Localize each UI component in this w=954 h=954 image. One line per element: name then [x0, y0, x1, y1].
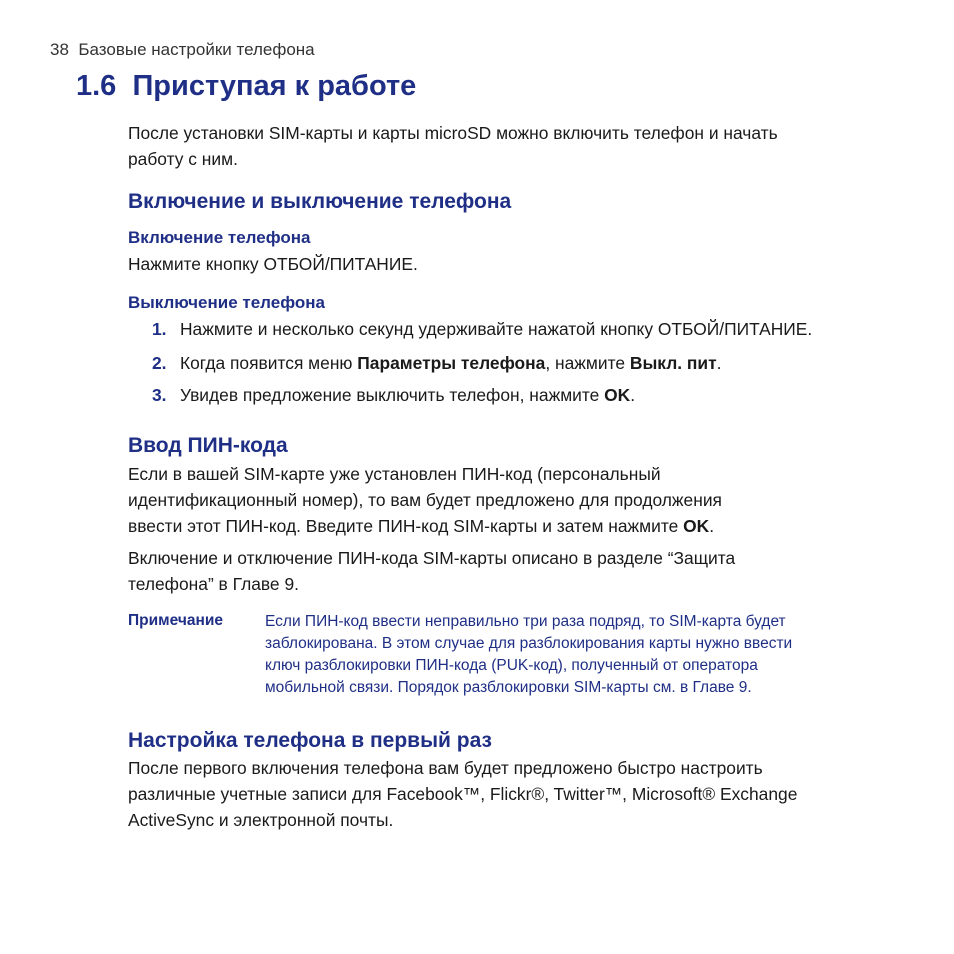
pin-line: Если в вашей SIM-карте уже установлен ПИН-код (персональный [128, 464, 661, 484]
running-header [50, 40, 315, 60]
intro-paragraph [128, 120, 778, 172]
running-title: Базовые настройки телефона [78, 40, 315, 59]
pin-paragraph-1 [128, 461, 722, 539]
power-off-heading: Выключение телефона [128, 293, 325, 312]
pin-text: ввести этот ПИН-код. Введите ПИН-код SIM-карты и затем нажмите [128, 516, 684, 536]
step-bold: OK [604, 385, 631, 405]
setup-paragraph [128, 755, 797, 833]
power-on-text: Нажмите кнопку ОТБОЙ/ПИТАНИЕ. [128, 254, 418, 274]
chapter-title-text: Приступая к работе [132, 70, 417, 102]
pin-line: идентификационный номер), то вам будет предложено для продолжения [128, 490, 722, 510]
step-text: , нажмите [545, 353, 630, 373]
note-line: мобильной связи. Порядок разблокировки SIM-карты см. в Главе 9. [265, 679, 752, 696]
note-label: Примечание [128, 612, 223, 629]
setup-heading: Настройка телефона в первый раз [128, 729, 492, 752]
power-on-heading: Включение телефона [128, 228, 311, 247]
setup-line: После первого включения телефона вам будет предложено быстро настроить [128, 758, 763, 778]
intro-line: работу с ним. [128, 149, 238, 169]
note-line: Если ПИН-код ввести неправильно три раза подряд, то SIM-карта будет [265, 613, 786, 630]
pin-heading: Ввод ПИН-кода [128, 434, 288, 457]
page-number: 38 [50, 40, 69, 59]
pin-line: телефона” в Главе 9. [128, 574, 299, 594]
pin-line: Включение и отключение ПИН-кода SIM-карты описано в разделе “Защита [128, 548, 736, 568]
note-line: заблокирована. В этом случае для разблокирования карты нужно ввести [265, 635, 793, 652]
setup-line: ActiveSync и электронной почты. [128, 810, 394, 830]
step-item [152, 316, 812, 342]
pin-line [128, 513, 722, 539]
step-item [152, 382, 635, 408]
step-text: . [716, 353, 722, 373]
step-text: . [630, 385, 636, 405]
note-text [265, 611, 895, 699]
step-number: 3. [152, 385, 167, 405]
chapter-title [76, 70, 416, 103]
pin-text: . [709, 516, 715, 536]
step-text: Нажмите и несколько секунд удерживайте нажатой кнопку ОТБОЙ/ПИТАНИЕ. [180, 319, 813, 339]
step-text: Увидев предложение выключить телефон, нажмите [180, 385, 605, 405]
pin-paragraph-2 [128, 545, 735, 597]
note-line: ключ разблокировки ПИН-кода (PUK-код), полученный от оператора [265, 657, 758, 674]
step-item [152, 350, 721, 376]
step-bold: Параметры телефона [357, 353, 546, 373]
step-number: 1. [152, 319, 167, 339]
setup-line: различные учетные записи для Facebook™, Flickr®, Twitter™, Microsoft® Exchange [128, 784, 798, 804]
step-text: Когда появится меню [180, 353, 358, 373]
intro-line: После установки SIM-карты и карты microSD можно включить телефон и начать [128, 123, 778, 143]
pin-bold: OK [683, 516, 710, 536]
chapter-number: 1.6 [76, 70, 117, 102]
power-heading: Включение и выключение телефона [128, 190, 512, 213]
step-number: 2. [152, 353, 167, 373]
step-bold: Выкл. пит [629, 353, 717, 373]
